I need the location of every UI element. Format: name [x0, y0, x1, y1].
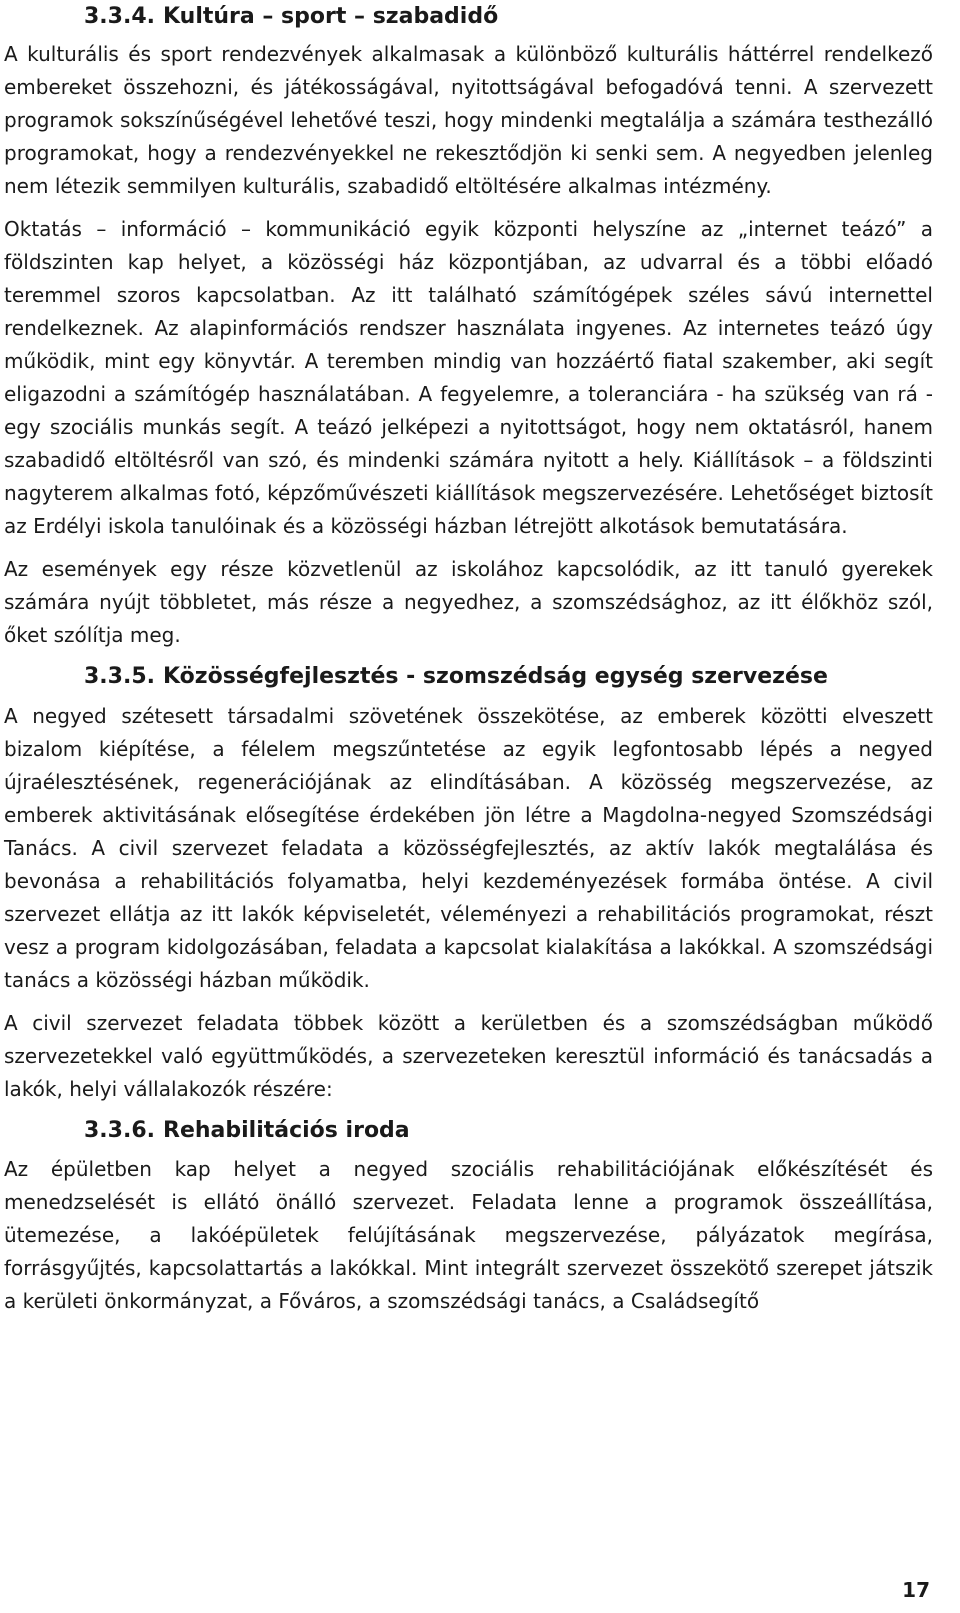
paragraph: A kulturális és sport rendezvények alkalmasak a különböző kulturális háttérrel rendelkező embereket összehozni, és játékosságával, nyitottságával befogadóvá tenni. A szervezett programok sokszínűségével lehetővé teszi, hogy mindenki megtalálja a számára testhezálló programokat, hogy a rendezvényekkel ne rekesztődjön ki senki sem. A negyedben jelenleg nem létezik semmilyen kulturális, szabadidő eltöltésére alkalmas intézmény. — [4, 42, 933, 198]
document-page — [4, 0, 933, 1328]
section-number: 3.3.4. — [84, 4, 155, 29]
section-title: Közösségfejlesztés - szomszédság egység szervezése — [163, 664, 828, 689]
paragraph: Oktatás – információ – kommunikáció egyik központi helyszíne az „internet teázó” a földszinten kap helyet, a közösségi ház központjában, az udvarral és a többi előadó teremmel szoros kapcsolatban. Az itt található számítógépek széles sávú internettel rendelkeznek. Az alapinformációs rendszer használata ingyenes. Az internetes teázó úgy működik, mint egy könyvtár. A teremben mindig van hozzáértő fiatal szakember, aki segít eligazodni a számítógép használatában. A fegyelemre, a toleranciára - ha szükség van rá - egy szociális munkás segít. A teázó jelképezi a nyitottságot, hogy nem oktatásról, hanem szabadidő eltöltésről van szó, és mindenki számára nyitott a hely. Kiállítások – a földszinti nagyterem alkalmas fotó, képzőművészeti kiállítások megszervezésére. Lehetőséget biztosít az Erdélyi iskola tanulóinak és a közösségi házban létrejött alkotások bemutatására. — [4, 217, 933, 538]
section-number: 3.3.5. — [84, 664, 155, 689]
section-heading — [4, 2, 933, 32]
page-number: 17 — [902, 1578, 930, 1602]
section-number: 3.3.6. — [84, 1118, 155, 1143]
paragraph: Az épületben kap helyet a negyed szociális rehabilitációjának előkészítését és menedzselését is ellátó önálló szervezet. Feladata lenne a programok összeállítása, ütemezése, a lakóépületek felújításának megszervezése, pályázatok megírása, forrásgyűjtés, kapcsolattartás a lakókkal. Mint integrált szervezet összekötő szerepet játszik a kerületi önkormányzat, a Főváros, a szomszédsági tanács, a Családsegítő — [4, 1157, 933, 1313]
section-title: Rehabilitációs iroda — [163, 1118, 410, 1143]
paragraph: A negyed szétesett társadalmi szövetének összekötése, az emberek közötti elveszett bizalom kiépítése, a félelem megszűntetése az egyik legfontosabb lépés a negyed újraélesztésének, regenerációjának az elindításában. A közösség megszervezése, az emberek aktivitásának elősegítése érdekében jön létre a Magdolna-negyed Szomszédsági Tanács. A civil szervezet feladata a közösségfejlesztés, az aktív lakók megtalálása és bevonása a rehabilitációs folyamatba, helyi kezdeményezések formába öntése. A civil szervezet ellátja az itt lakók képviseletét, véleményezi a rehabilitációs programokat, részt vesz a program kidolgozásában, feladata a kapcsolat kialakítása a lakókkal. A szomszédsági tanács a közösségi házban működik. — [4, 704, 933, 992]
section-title: Kultúra – sport – szabadidő — [163, 4, 499, 29]
section-heading — [4, 662, 933, 692]
section-heading — [4, 1116, 933, 1146]
paragraph: A civil szervezet feladata többek között a kerületben és a szomszédságban működő szervezetekkel való együttműködés, a szervezeteken keresztül információ és tanácsadás a lakók, helyi vállalakozók részére: — [4, 1011, 933, 1101]
paragraph: Az események egy része közvetlenül az iskolához kapcsolódik, az itt tanuló gyerekek számára nyújt többletet, más része a negyedhez, a szomszédsághoz, az itt élőkhöz szól, őket szólítja meg. — [4, 557, 933, 647]
